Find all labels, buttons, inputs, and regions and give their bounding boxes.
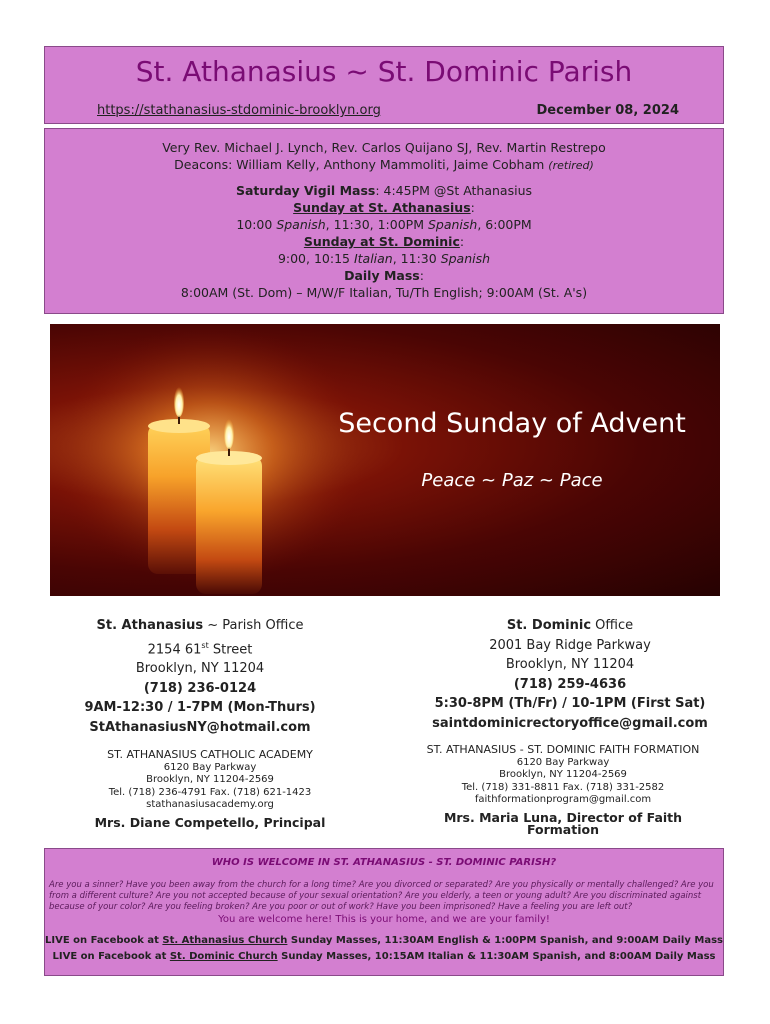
mass-schedule-panel bbox=[44, 128, 724, 314]
language-tag: Spanish bbox=[427, 217, 478, 232]
faith-formation-box bbox=[418, 740, 708, 837]
vigil-mass-time: : 4:45PM @St Athanasius bbox=[375, 183, 533, 198]
candles-illustration bbox=[50, 324, 720, 596]
academy-heading: ST. ATHANASIUS CATHOLIC ACADEMY bbox=[107, 748, 313, 761]
office-suffix: ~ Parish Office bbox=[203, 618, 304, 633]
welcome-question: WHO IS WELCOME IN ST. ATHANASIUS - ST. DOMINIC PARISH? bbox=[211, 857, 557, 868]
welcome-text: Are you a sinner? Have you been away from the church for a long time? Are you divorced or separated? Are you physically or mentally challenged? Are you from a different culture? Are you not accepted because of your sexual orientation? Are you elderly, a teen or young adult? Are you discriminated against because of your color? Are you feeling broken? Are you poor or out of work? Have you been imprisoned? Have a feeling you are left out? bbox=[49, 880, 714, 912]
welcome-panel bbox=[44, 848, 724, 976]
advent-banner bbox=[50, 324, 720, 596]
dominic-facebook-link[interactable]: St. Dominic Church bbox=[169, 951, 278, 962]
live-prefix: LIVE on Facebook at bbox=[45, 935, 163, 946]
daily-mass-heading bbox=[45, 267, 723, 284]
academy-website[interactable]: stathanasiusacademy.org bbox=[146, 799, 274, 810]
time-text: , 11:30, 1:00PM bbox=[325, 217, 428, 232]
athanasius-office-block bbox=[50, 616, 350, 737]
vigil-mass-line bbox=[45, 182, 723, 199]
time-text: , 11:30 bbox=[392, 251, 441, 266]
office-hours: 5:30-8PM (Th/Fr) / 10-1PM (First Sat) bbox=[434, 696, 706, 711]
office-name: St. Dominic bbox=[506, 618, 592, 633]
banner-title: Second Sunday of Advent bbox=[338, 408, 686, 439]
colon: : bbox=[419, 268, 424, 283]
retired-note: (retired) bbox=[548, 159, 594, 172]
language-tag: Spanish bbox=[440, 251, 491, 266]
live-suffix: Sunday Masses, 10:15AM Italian & 11:30AM Spanish, and 8:00AM Daily Mass bbox=[277, 951, 716, 962]
street-name: Street bbox=[208, 641, 253, 657]
faith-formation-address2: Brooklyn, NY 11204-2569 bbox=[499, 769, 627, 780]
parish-title: St. Athanasius ~ St. Dominic Parish bbox=[135, 55, 633, 88]
sunday-athanasius-heading bbox=[45, 199, 723, 216]
academy-address1: 6120 Bay Parkway bbox=[163, 761, 257, 773]
office-name-line bbox=[420, 616, 720, 636]
daily-mass-times: 8:00AM (St. Dom) – M/W/F Italian, Tu/Th English; 9:00AM (St. A's) bbox=[180, 285, 588, 300]
street-ordinal: st bbox=[201, 640, 209, 650]
live-prefix: LIVE on Facebook at bbox=[52, 951, 170, 962]
faith-formation-address1: 6120 Bay Parkway bbox=[516, 756, 610, 768]
language-tag: Italian bbox=[353, 251, 393, 266]
back-candle-flame bbox=[174, 387, 184, 417]
office-city: Brooklyn, NY 11204 bbox=[505, 657, 635, 672]
parish-header bbox=[44, 46, 724, 124]
live-stream-dominic bbox=[45, 949, 723, 965]
welcome-answer: You are welcome here! This is your home, and we are your family! bbox=[218, 914, 550, 925]
street-number: 2154 61 bbox=[147, 641, 202, 657]
academy-phones: Tel. (718) 236-4791 Fax. (718) 621-1423 bbox=[108, 786, 312, 798]
colon: : bbox=[459, 234, 465, 249]
athanasius-facebook-link[interactable]: St. Athanasius Church bbox=[162, 935, 288, 946]
live-stream-athanasius bbox=[45, 933, 723, 949]
deacons-names: Deacons: William Kelly, Anthony Mammoliti, Jaime Cobham bbox=[174, 157, 545, 172]
time-text: , 6:00PM bbox=[477, 217, 532, 232]
office-hours: 9AM-12:30 / 1-7PM (Mon-Thurs) bbox=[84, 700, 316, 716]
faith-formation-heading: ST. ATHANASIUS - ST. DOMINIC FAITH FORMATION bbox=[426, 743, 700, 756]
daily-mass-label: Daily Mass bbox=[344, 268, 420, 283]
office-email[interactable]: StAthanasiusNY@hotmail.com bbox=[89, 719, 311, 735]
clergy-line: Very Rev. Michael J. Lynch, Rev. Carlos Quijano SJ, Rev. Martin Restrepo bbox=[162, 140, 606, 155]
parish-website-link[interactable]: https://stathanasius-stdominic-brooklyn.org bbox=[97, 103, 381, 118]
office-city: Brooklyn, NY 11204 bbox=[135, 661, 265, 677]
academy-address2: Brooklyn, NY 11204-2569 bbox=[146, 774, 274, 785]
sunday-athanasius-times bbox=[45, 216, 723, 233]
office-phone[interactable]: (718) 236-0124 bbox=[143, 680, 257, 696]
academy-box bbox=[66, 740, 354, 830]
time-text: 9:00, 10:15 bbox=[277, 251, 354, 266]
faith-formation-director: Mrs. Maria Luna, Director of Faith Formation bbox=[443, 809, 683, 837]
banner-subtitle: Peace ~ Paz ~ Pace bbox=[421, 470, 603, 491]
front-candle-flame bbox=[224, 419, 234, 449]
language-tag: Spanish bbox=[276, 217, 326, 232]
sunday-athanasius-label: Sunday at St. Athanasius bbox=[293, 200, 471, 215]
faith-formation-email[interactable]: faithformationprogram@gmail.com bbox=[474, 794, 652, 805]
sunday-dominic-label: Sunday at St. Dominic bbox=[303, 234, 460, 249]
live-suffix: Sunday Masses, 11:30AM English & 1:00PM Spanish, and 9:00AM Daily Mass bbox=[287, 935, 723, 946]
vigil-mass-label: Saturday Vigil Mass bbox=[235, 183, 376, 198]
office-street bbox=[50, 636, 350, 660]
office-street: 2001 Bay Ridge Parkway bbox=[489, 637, 651, 653]
bulletin-date: December 08, 2024 bbox=[536, 103, 679, 118]
sunday-dominic-times bbox=[45, 250, 723, 267]
office-suffix: Office bbox=[591, 618, 634, 633]
colon: : bbox=[470, 200, 475, 215]
office-name: St. Athanasius bbox=[96, 618, 204, 633]
deacons-line bbox=[45, 156, 723, 174]
office-name-line bbox=[50, 616, 350, 636]
dominic-office-block bbox=[420, 616, 720, 733]
office-email[interactable]: saintdominicrectoryoffice@gmail.com bbox=[432, 715, 708, 731]
time-text: 10:00 bbox=[236, 217, 277, 232]
academy-principal: Mrs. Diane Competello, Principal bbox=[94, 814, 326, 830]
sunday-dominic-heading bbox=[45, 233, 723, 250]
office-phone[interactable]: (718) 259-4636 bbox=[513, 676, 627, 692]
front-candle bbox=[196, 456, 262, 594]
faith-formation-phones: Tel. (718) 331-8811 Fax. (718) 331-2582 bbox=[461, 781, 665, 793]
